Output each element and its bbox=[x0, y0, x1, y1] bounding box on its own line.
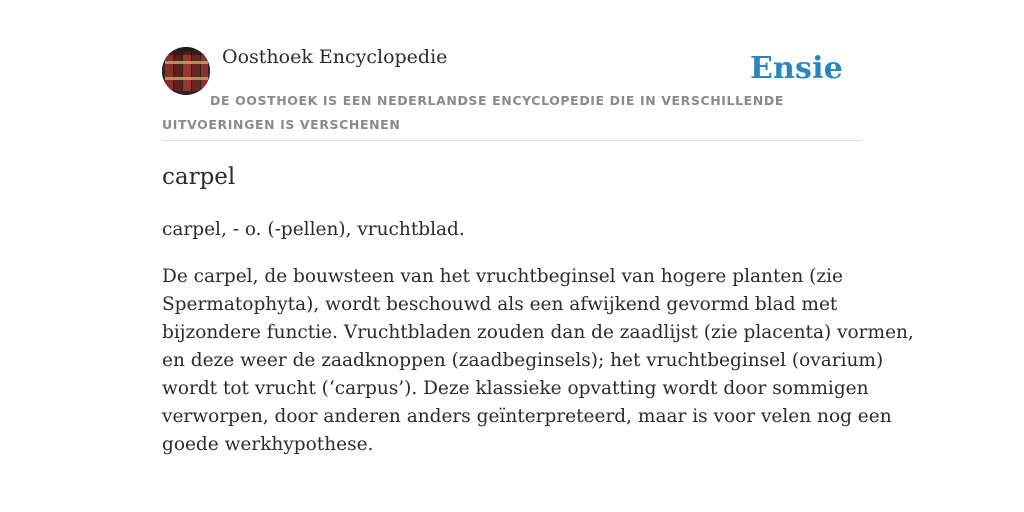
site-tagline: DE OOSTHOEK IS EEN NEDERLANDSE ENCYCLOPEDIE DIE IN VERSCHILLENDE UITVOERINGEN IS VERSCHENEN bbox=[162, 93, 784, 132]
brand-logo-link[interactable]: Ensie bbox=[749, 51, 843, 86]
page-container bbox=[162, 0, 914, 455]
body-line: wordt tot vrucht (‘carpus’). Deze klassieke opvatting wordt door sommigen bbox=[162, 378, 869, 399]
body-line: De carpel, de bouwsteen van het vruchtbeginsel van hogere planten (zie bbox=[162, 266, 843, 287]
entry-definition: carpel, - o. (-pellen), vruchtblad. bbox=[162, 219, 465, 240]
body-line: Spermatophyta), wordt beschouwd als een afwijkend gevormd blad met bbox=[162, 294, 838, 315]
body-line: verworpen, door anderen anders geïnterpreteerd, maar is voor velen nog een bbox=[162, 406, 892, 427]
body-line: en deze weer de zaadknoppen (zaadbeginsels); het vruchtbeginsel (ovarium) bbox=[162, 350, 884, 371]
site-header bbox=[162, 0, 862, 141]
entry-title: carpel bbox=[162, 164, 236, 190]
site-name[interactable]: Oosthoek Encyclopedie bbox=[222, 46, 448, 68]
body-line: bijzondere functie. Vruchtbladen zouden dan de zaadlijst (zie placenta) vormen, bbox=[162, 322, 914, 343]
books-icon[interactable] bbox=[162, 47, 210, 95]
entry-body bbox=[162, 263, 914, 459]
body-line: goede werkhypothese. bbox=[162, 434, 374, 455]
